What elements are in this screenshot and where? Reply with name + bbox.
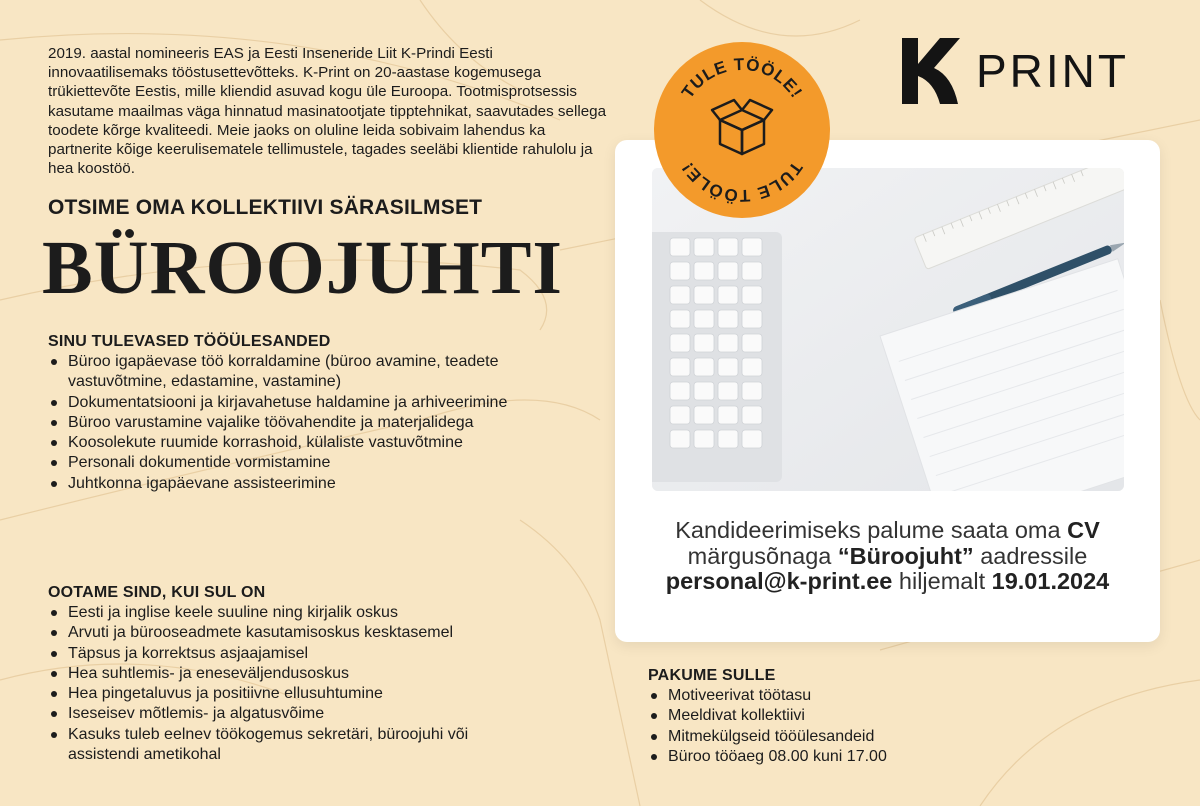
list-item: Büroo tööaeg 08.00 kuni 17.00	[648, 747, 968, 767]
list-item: Motiveerivat töötasu	[648, 686, 968, 706]
list-item: Meeldivat kollektiivi	[648, 706, 968, 726]
k-logo-icon	[900, 36, 962, 106]
application-instructions	[630, 518, 1145, 595]
list-item: Juhtkonna igapäevane assisteerimine	[48, 474, 518, 494]
svg-text:TULE TÖÖLE!: TULE TÖÖLE!	[677, 158, 807, 206]
tasks-section	[48, 332, 518, 494]
list-item: Hea suhtlemis- ja eneseväljendusoskus	[48, 664, 518, 684]
list-item: Dokumentatsiooni ja kirjavahetuse haldamine ja arhiveerimine	[48, 393, 518, 413]
list-item: Kasuks tuleb eelnev töökogemus sekretäri, büroojuhi või assistendi ametikohal	[48, 725, 518, 766]
requirements-heading: OOTAME SIND, KUI SUL ON	[48, 584, 266, 601]
join-us-badge	[652, 40, 832, 220]
offer-section	[648, 666, 968, 767]
list-item: Iseseisev mõtlemis- ja algatusvõime	[48, 704, 518, 724]
cta-line-2: märgusõnaga “Büroojuht” aadressile	[687, 542, 1088, 569]
list-item: Koosolekute ruumide korrashoid, külaliste vastuvõtmine	[48, 433, 518, 453]
subtitle: OTSIME OMA KOLLEKTIIVI SÄRASILMSET	[48, 196, 483, 219]
cta-line-1: Kandideerimiseks palume saata oma CV	[675, 517, 1100, 543]
list-item: Büroo varustamine vajalike töövahendite ja materjalidega	[48, 413, 518, 433]
list-item: Büroo igapäevase töö korraldamine (büroo avamine, teadete vastuvõtmine, edastamine, vastamine)	[48, 352, 518, 393]
logo-wordmark: PRINT	[976, 45, 1129, 97]
list-item: Hea pingetaluvus ja positiivne ellusuhtumine	[48, 684, 518, 704]
page-title: BÜROOJUHTI	[42, 226, 563, 310]
offer-heading: PAKUME SULLE	[648, 667, 776, 684]
intro-paragraph: 2019. aastal nomineeris EAS ja Eesti Inseneride Liit K-Prindi Eesti innovaatilisemaks tööstusettevõtteks. K-Print on 20-aastase kogemusega trükiettevõte Eestis, mille kliendid asuvad kogu üle Euroopa. Tootmisprotsessis kasutame maailmas väga hinnatud masinatootjate tipptehnikat, saavutades sellega toodete kõrge kvaliteedi. Meie jaoks on oluline leida sobivaim lahendus ka partnerite kõige keerulisematele tellimustele, tagades seeläbi klientide rahulolu ja hea koostöö.	[48, 45, 607, 178]
list-item: Mitmekülgseid tööülesandeid	[648, 727, 968, 747]
svg-text:K: K	[900, 36, 901, 37]
cta-line-3: personal@k-print.ee hiljemalt 19.01.2024	[665, 568, 1110, 594]
requirements-list	[48, 603, 518, 765]
tasks-heading: SINU TULEVASED TÖÖÜLESANDED	[48, 333, 331, 350]
k-print-logo	[900, 36, 1129, 106]
deadline-date: 19.01.2024	[991, 568, 1110, 594]
email-address[interactable]: personal@k-print.ee	[665, 568, 893, 594]
list-item: Eesti ja inglise keele suuline ning kirjalik oskus	[48, 603, 518, 623]
list-item: Personali dokumentide vormistamine	[48, 453, 518, 473]
list-item: Arvuti ja bürooseadmete kasutamisoskus kesktasemel	[48, 623, 518, 643]
list-item: Täpsus ja korrektsus asjaajamisel	[48, 644, 518, 664]
requirements-section	[48, 583, 518, 765]
tasks-list	[48, 352, 518, 494]
svg-text:TULE TÖÖLE!: TULE TÖÖLE!	[677, 54, 807, 102]
offer-list	[648, 686, 968, 767]
